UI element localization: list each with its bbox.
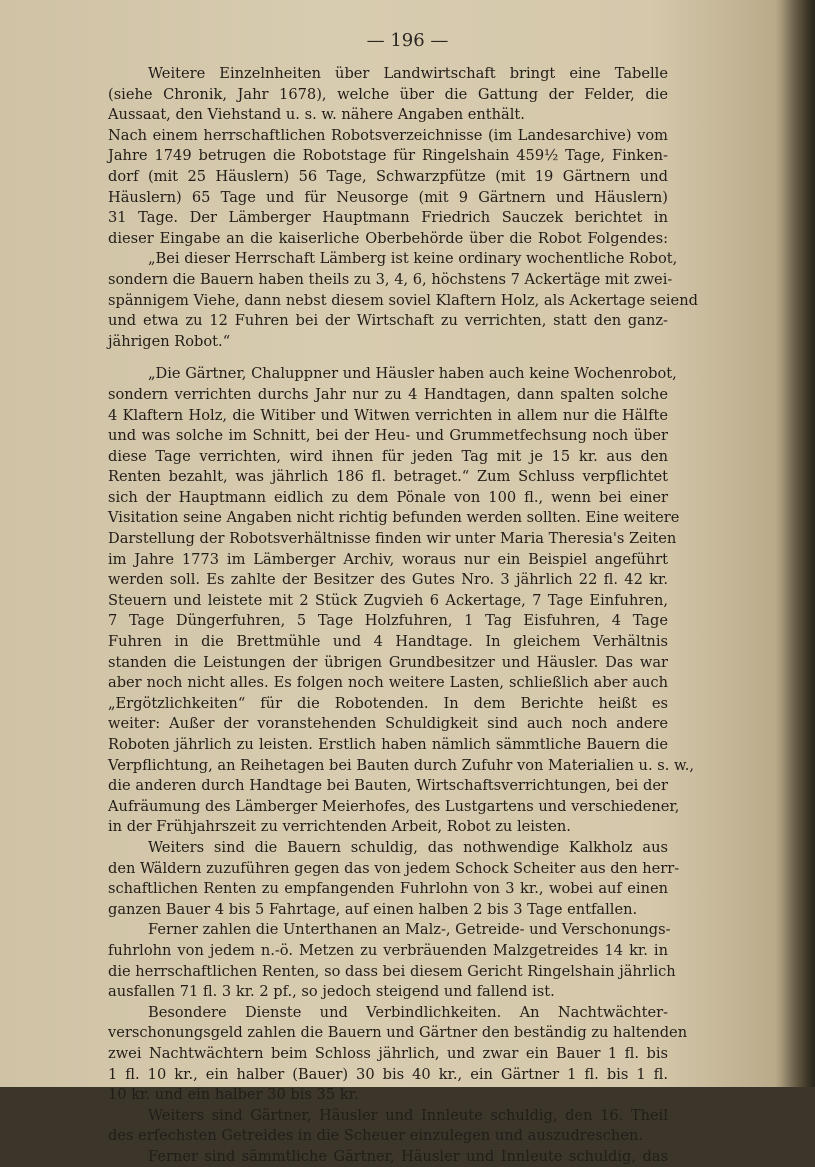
text-line: Verpflichtung, an Reihetagen bei Bauten durch Zufuhr von Materialien u. s. w., — [108, 756, 695, 774]
text-line: standen die Leistungen der übrigen Grundbesitzer und Häusler. Das war — [108, 653, 668, 671]
text-line: „Die Gärtner, Chaluppner und Häusler haben auch keine Wochenrobot, — [148, 365, 677, 383]
text-line: spännigem Viehe, dann nebst diesem soviel Klaftern Holz, als Ackertage seiend — [108, 291, 698, 309]
text-line: Weiters sind die Bauern schuldig, das nothwendige Kalkholz aus — [148, 838, 668, 856]
text-line: Steuern und leistete mit 2 Stück Zugvieh 6 Ackertage, 7 Tage Einfuhren, — [108, 591, 668, 609]
text-line: 7 Tage Düngerfuhren, 5 Tage Holzfuhren, 1 Tag Eisfuhren, 4 Tage — [108, 612, 668, 630]
text-line: jährigen Robot.“ — [108, 332, 231, 350]
text-line: Renten bezahlt, was jährlich 186 fl. betraget.“ Zum Schluss verpflichtet — [108, 468, 668, 486]
text-line: (siehe Chronik, Jahr 1678), welche über die Gattung der Felder, die — [108, 85, 668, 103]
text-line: „Ergötzlichkeiten“ für die Robotenden. In dem Berichte heißt es — [108, 694, 668, 712]
text-line: „Bei dieser Herrschaft Lämberg ist keine ordinary wochentliche Robot, — [148, 250, 678, 268]
text-line: Aussaat, den Viehstand u. s. w. nähere Angaben enthält. — [108, 106, 525, 124]
text-line: den Wäldern zuzuführen gegen das von jedem Schock Scheiter aus den herr- — [108, 859, 680, 877]
text-line: Besondere Dienste und Verbindlichkeiten. An Nachtwächter- — [148, 1003, 668, 1021]
text-line: des erfechsten Getreides in die Scheuer einzulegen und auszudreschen. — [108, 1127, 644, 1145]
text-line: die herrschaftlichen Renten, so dass bei diesem Gericht Ringelshain jährlich — [108, 962, 676, 980]
text-line: dieser Eingabe an die kaiserliche Oberbehörde über die Robot Folgendes: — [108, 229, 668, 247]
paragraph-gap — [108, 352, 668, 364]
text-line: Roboten jährlich zu leisten. Erstlich haben nämlich sämmtliche Bauern die — [108, 736, 668, 753]
text-line: werden soll. Es zahlte der Besitzer des Gutes Nro. 3 jährlich 22 fl. 42 kr. — [108, 571, 668, 589]
text-line: Weitere Einzelnheiten über Landwirtschaft bringt eine Tabelle — [148, 65, 668, 82]
text-line: die anderen durch Handtage bei Bauten, Wirtschaftsverrichtungen, bei der — [108, 777, 668, 795]
text-line: Ferner sind sämmtliche Gärtner, Häusler und Innleute schuldig, das — [148, 1147, 668, 1165]
text-line: Nach einem herrschaftlichen Robotsverzeichnisse (im Landesarchive) vom — [108, 126, 668, 144]
text-line: aber noch nicht alles. Es folgen noch weitere Lasten, schließlich aber auch — [108, 674, 668, 692]
text-line: 31 Tage. Der Lämberger Hauptmann Friedrich Sauczek berichtet in — [108, 209, 668, 227]
text-line: und was solche im Schnitt, bei der Heu- und Grummetfechsung noch über — [108, 427, 668, 445]
text-line: Visitation seine Angaben nicht richtig befunden werden sollten. Eine weitere — [108, 509, 680, 527]
text-line: 1 fl. 10 kr., ein halber (Bauer) 30 bis 40 kr., ein Gärtner 1 fl. bis 1 fl. — [108, 1065, 668, 1083]
text-line: im Jahre 1773 im Lämberger Archiv, woraus nur ein Beispiel angeführt — [108, 550, 668, 568]
text-line: fuhrlohn von jedem n.-ö. Metzen zu verbräuenden Malzgetreides 14 kr. in — [108, 941, 668, 959]
text-line: sondern verrichten durchs Jahr nur zu 4 Handtagen, dann spalten solche — [108, 385, 668, 403]
text-line: 4 Klaftern Holz, die Witiber und Witwen verrichten in allem nur die Hälfte — [108, 406, 668, 424]
text-line: ausfallen 71 fl. 3 kr. 2 pf., so jedoch steigend und fallend ist. — [108, 983, 555, 1001]
text-line: Häuslern) 65 Tage und für Neusorge (mit 9 Gärtnern und Häuslern) — [108, 188, 668, 206]
text-line: und etwa zu 12 Fuhren bei der Wirtschaft zu verrichten, statt den ganz- — [108, 312, 668, 330]
text-line: in der Frühjahrszeit zu verrichtenden Arbeit, Robot zu leisten. — [108, 818, 571, 836]
text-line: sondern die Bauern haben theils zu 3, 4, 6, höchstens 7 Ackertäge mit zwei- — [108, 270, 673, 288]
page-number: — 196 — — [366, 30, 449, 51]
text-line: weiter: Außer der voranstehenden Schuldigkeit sind auch noch andere — [108, 715, 668, 733]
text-line: Aufräumung des Lämberger Meierhofes, des Lustgartens und verschiedener, — [108, 797, 680, 815]
text-line: zwei Nachtwächtern beim Schloss jährlich, und zwar ein Bauer 1 fl. bis — [108, 1044, 668, 1062]
text-line: diese Tage verrichten, wird ihnen für jeden Tag mit je 15 kr. aus den — [108, 447, 668, 465]
text-line: Darstellung der Robotsverhältnisse finden wir unter Maria Theresia's Zeiten — [108, 530, 677, 548]
text-line: dorf (mit 25 Häuslern) 56 Tage, Schwarzpfütze (mit 19 Gärtnern und — [108, 167, 668, 185]
body-text — [108, 64, 698, 1167]
text-line: schaftlichen Renten zu empfangenden Fuhrlohn von 3 kr., wobei auf einen — [108, 880, 668, 898]
page-edge-shadow — [775, 0, 815, 1087]
text-line: sich der Hauptmann eidlich zu dem Pönale von 100 fl., wenn bei einer — [108, 488, 668, 506]
text-line: verschonungsgeld zahlen die Bauern und Gärtner den beständig zu haltenden — [108, 1024, 688, 1042]
text-line: ganzen Bauer 4 bis 5 Fahrtage, auf einen halben 2 bis 3 Tage entfallen. — [108, 900, 638, 918]
text-line: Weiters sind Gärtner, Häusler und Innleute schuldig, den 16. Theil — [148, 1106, 668, 1124]
text-line: Jahre 1749 betrugen die Robotstage für Ringelshain 459½ Tage, Finken- — [108, 147, 668, 165]
text-line: Ferner zahlen die Unterthanen an Malz-, Getreide- und Verschonungs- — [148, 921, 671, 939]
text-line: Fuhren in die Brettmühle und 4 Handtage. In gleichem Verhältnis — [108, 633, 668, 651]
text-line: 10 kr. und ein halber 30 bis 35 kr. — [108, 1086, 359, 1104]
